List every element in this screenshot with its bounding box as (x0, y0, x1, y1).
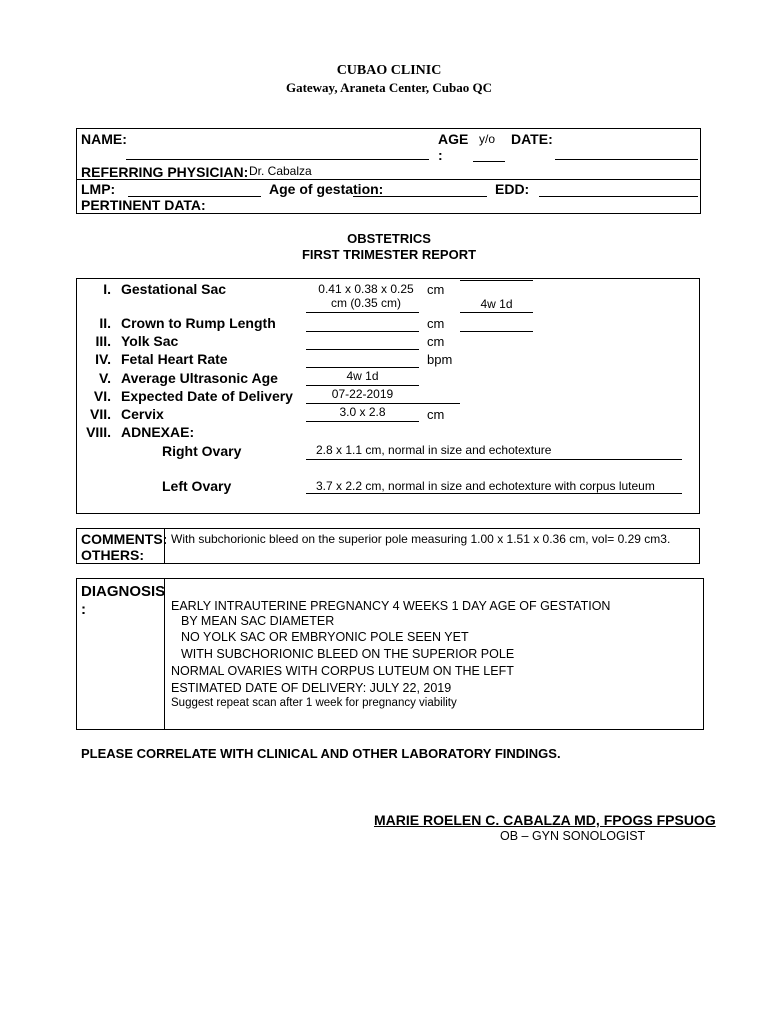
date-label: DATE: (511, 131, 553, 147)
left-ovary-label: Left Ovary (162, 478, 232, 494)
finding-number: IV. (95, 351, 111, 367)
finding-label: Expected Date of Delivery (121, 388, 293, 404)
finding-number: V. (99, 370, 111, 386)
finding-value-line (306, 421, 419, 422)
diagnosis-line: BY MEAN SAC DIAMETER (181, 614, 335, 628)
diagnosis-label: DIAGNOSIS (81, 583, 166, 600)
finding-number: III. (95, 333, 111, 349)
report-title-line1: OBSTETRICS (347, 231, 431, 246)
age-field (473, 161, 505, 162)
diagnosis-line: EARLY INTRAUTERINE PREGNANCY 4 WEEKS 1 DAY AGE OF GESTATION (171, 599, 611, 613)
clinic-name: CUBAO CLINIC (336, 63, 442, 78)
finding-value: 3.0 x 2.8 (339, 405, 386, 419)
name-label: NAME: (81, 131, 127, 147)
right-ovary-label: Right Ovary (162, 443, 242, 459)
finding-number: VIII. (86, 424, 111, 440)
signer-name: MARIE ROELEN C. CABALZA MD, FPOGS FPSUOG (374, 812, 716, 828)
finding-label: Yolk Sac (121, 333, 179, 349)
comments-text: With subchorionic bleed on the superior pole measuring 1.00 x 1.51 x 0.36 cm, vol= 0.29 cm3. (171, 532, 671, 546)
finding-value-line (306, 312, 419, 313)
finding-number: VI. (93, 388, 111, 404)
signer-title: OB – GYN SONOLOGIST (500, 829, 646, 843)
diagnosis-line: ESTIMATED DATE OF DELIVERY: JULY 22, 2019 (171, 681, 452, 695)
diagnosis-line: WITH SUBCHORIONIC BLEED ON THE SUPERIOR POLE (181, 647, 515, 661)
referring-physician-value: Dr. Cabalza (249, 164, 312, 178)
clinic-address: Gateway, Araneta Center, Cubao QC (285, 80, 493, 95)
finding-unit: cm (427, 407, 445, 422)
finding-unit: bpm (427, 352, 453, 367)
finding-value: 4w 1d (346, 369, 379, 383)
finding-number: VII. (89, 406, 111, 422)
others-label: OTHERS: (81, 547, 144, 563)
finding-extra-value: 4w 1d (480, 297, 513, 311)
finding-unit: cm (427, 334, 445, 349)
left-ovary-line (306, 493, 682, 494)
finding-label: ADNEXAE: (121, 424, 195, 440)
edd-field (539, 196, 698, 197)
finding-label: Average Ultrasonic Age (121, 370, 278, 386)
finding-value: 0.41 x 0.38 x 0.25 cm (0.35 cm) (318, 282, 414, 310)
name-field (126, 159, 429, 160)
finding-label: Cervix (121, 406, 164, 422)
left-ovary-value: 3.7 x 2.2 cm, normal in size and echotexture with corpus luteum (316, 479, 655, 493)
finding-extra-line (460, 312, 533, 313)
finding-value-line (306, 403, 460, 404)
finding-value: 07-22-2019 (331, 387, 394, 401)
finding-label: Gestational Sac (121, 281, 227, 297)
finding-unit: cm (427, 282, 445, 297)
finding-unit: cm (427, 316, 445, 331)
right-ovary-value: 2.8 x 1.1 cm, normal in size and echotexture (316, 443, 552, 457)
age-colon: : (438, 147, 443, 163)
gestation-age-field (353, 196, 487, 197)
finding-value-line (306, 349, 419, 350)
diagnosis-divider (164, 578, 165, 729)
finding-label: Fetal Heart Rate (121, 351, 228, 367)
date-field (555, 159, 698, 160)
diagnosis-note: Suggest repeat scan after 1 week for pregnancy viability (171, 697, 457, 709)
diagnosis-colon: : (81, 601, 86, 618)
age-unit: y/o (479, 132, 496, 146)
finding-extra-line (460, 331, 533, 332)
lmp-label: LMP: (81, 181, 116, 197)
referring-physician-label: REFERRING PHYSICIAN: (81, 164, 249, 180)
finding-value-line (306, 367, 419, 368)
diagnosis-line: NORMAL OVARIES WITH CORPUS LUTEUM ON THE LEFT (171, 664, 514, 678)
finding-value-line (306, 331, 419, 332)
correlate-note: PLEASE CORRELATE WITH CLINICAL AND OTHER LABORATORY FINDINGS. (81, 746, 561, 761)
report-title-line2: FIRST TRIMESTER REPORT (301, 247, 477, 262)
finding-value-line (306, 385, 419, 386)
finding-number: I. (103, 281, 111, 297)
gestation-age-label: Age of gestation: (269, 181, 384, 197)
edd-label: EDD: (495, 181, 530, 197)
comments-label: COMMENTS: (81, 531, 168, 547)
diagnosis-line: NO YOLK SAC OR EMBRYONIC POLE SEEN YET (181, 630, 469, 644)
right-ovary-line (306, 459, 682, 460)
finding-extra-line (460, 280, 533, 281)
pertinent-data-label: PERTINENT DATA: (81, 197, 206, 213)
age-label: AGE (438, 131, 469, 147)
finding-number: II. (99, 315, 111, 331)
finding-label: Crown to Rump Length (121, 315, 276, 331)
